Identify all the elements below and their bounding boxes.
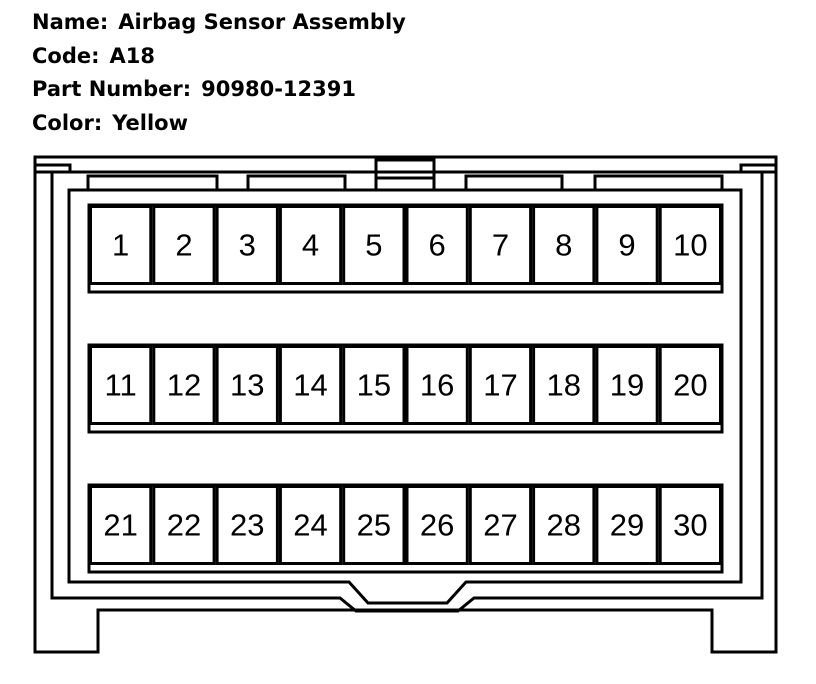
pin-number-21: 21: [103, 507, 138, 543]
pin-number-10: 10: [673, 227, 708, 263]
pin-number-8: 8: [555, 227, 573, 263]
pin-number-17: 17: [483, 367, 518, 403]
latch-tab: [88, 176, 217, 190]
pin-number-7: 7: [491, 227, 510, 263]
color-value: Yellow: [112, 110, 188, 135]
latch-tab: [466, 176, 562, 190]
pin-number-28: 28: [546, 507, 581, 543]
pin-number-16: 16: [419, 367, 455, 403]
code-value: A18: [109, 43, 155, 68]
pin-row: [89, 345, 722, 432]
pin-number-25: 25: [356, 507, 392, 543]
pin-rows: [89, 205, 722, 572]
latch-tab: [248, 176, 345, 190]
pin-number-6: 6: [428, 227, 446, 263]
pin-number-22: 22: [166, 507, 202, 543]
latch-tab: [376, 160, 434, 190]
pin-number-24: 24: [293, 507, 328, 543]
pin-number-26: 26: [419, 507, 455, 543]
pin-number-14: 14: [293, 367, 328, 403]
pin-number-23: 23: [230, 507, 265, 543]
pin-number-9: 9: [618, 227, 636, 263]
pin-number-12: 12: [166, 367, 202, 403]
pin-number-29: 29: [609, 507, 645, 543]
pin-number-13: 13: [230, 367, 265, 403]
pin-number-2: 2: [175, 227, 193, 263]
pin-number-11: 11: [104, 367, 137, 403]
name-label: Name:: [32, 10, 109, 34]
pin-number-18: 18: [546, 367, 581, 403]
name-value: Airbag Sensor Assembly: [118, 10, 406, 34]
pin-number-30: 30: [673, 507, 708, 543]
pin-row: [89, 205, 722, 292]
pin-number-1: 1: [112, 227, 130, 263]
pin-row: [89, 485, 722, 572]
pin-number-19: 19: [609, 367, 645, 403]
latch-tab: [595, 176, 722, 190]
part-number-value: 90980-12391: [201, 77, 356, 101]
pin-number-4: 4: [301, 227, 320, 263]
pin-number-15: 15: [356, 367, 392, 403]
part-number-label: Part Number:: [32, 77, 192, 101]
pin-number-3: 3: [238, 227, 256, 263]
code-label: Code:: [32, 43, 100, 68]
pin-number-27: 27: [483, 507, 518, 543]
pin-number-20: 20: [673, 367, 708, 403]
pin-number-5: 5: [365, 227, 383, 263]
color-label: Color:: [32, 110, 103, 135]
